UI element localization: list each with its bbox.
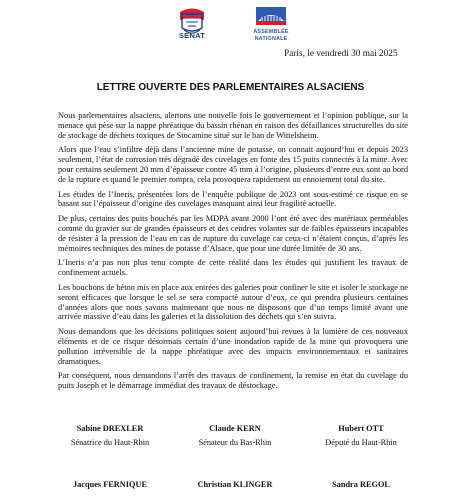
signatory <box>296 424 426 447</box>
paragraph: De plus, certains des puits bouchés par les MDPA avant 2000 l’ont été avec des matériaux perméables comme du gravier sur de grandes épaisseurs et des cendres volantes sur de faibles épaisseurs incapables de résister à la pression de l’eau en cas de rupture du cuvelage car ceux-ci n’étaient conçus, d’après les mémoires techniques des mines de potasse d’Alsace, que pour une durée limitée de 30 ans. <box>58 214 408 253</box>
assemblee-nationale-logo-text <box>247 29 295 42</box>
signatory-role: Sénatrice du Haut-Rhin <box>70 438 150 447</box>
an-line-1: ASSEMBLÉE <box>253 29 289 35</box>
letter-title: LETTRE OUVERTE DES PARLEMENTAIRES ALSACIENS <box>96 82 365 93</box>
signatory <box>45 480 175 489</box>
signatory-name: Sabine DREXLER <box>76 424 144 433</box>
paragraph: Les bouchons de béton mis en place aux entrées des galeries pour confiner le site et isoler le stockage ne seront efficaces que lorsque le sel se sera compacté autour d’eux, ce qui prendra plusieurs centaines d’années alors que nous savons maintenant que nous ne disposons que d’un temps limité avant une arrivée massive d’eau dans les galeries et la dissolution des déchets qui s’en suivra. <box>58 282 408 322</box>
signatory <box>296 480 426 489</box>
senat-logo-text: SÉNAT <box>178 31 206 40</box>
signatory-name: Hubert OTT <box>338 424 384 433</box>
signatory-role: Sénateur du Bas-Rhin <box>198 438 272 447</box>
signatory <box>170 424 300 447</box>
signatory-name: Sandra REGOL <box>332 480 390 489</box>
paragraph: Nous parlementaires alsaciens, alertons une nouvelle fois le gouvernement et l’opinion publique, sur la menace qui pèse sur la nappe phréatique du bassin rhénan en raison des défaillances structurelles du site de stockage de déchets toxiques de Stocamine situé sur le ban de Wittelsheim. <box>58 111 408 140</box>
signatory <box>45 424 175 447</box>
hemicycle-icon <box>254 6 288 28</box>
paragraph: Nous demandons que les décisions politiques soient aujourd’hui revues à la lumière de ces nouveaux éléments et de ce risque désormais certain d’une inondation rapide de la mine qui provoquera une pollution irréversible de la nappe phréatique avec des impacts environnementaux et sanitaires dramatiques. <box>58 327 408 366</box>
paragraph: L’Ineris n’a pas non plus tenu compte de cette réalité dans les études qui justifient les travaux de confinement actuels. <box>58 258 408 278</box>
letter-date: Paris, le vendredi 30 mai 2025 <box>284 49 398 59</box>
signatory-role: Député du Haut-Rhin <box>325 438 397 447</box>
paragraph: Alors que l’eau s’infiltre déjà dans l’ancienne mine de potasse, on connait aujourd’hui et depuis 2023 seulement, l’état de corrosion très dégradé des cuvelages en fonte des 15 puits connectés à la mine. Avec pour certains seulement 20 mm d’épaisseur contre 45 mm à l’origine, plusieurs d’entre eux sont au bord de la rupture et quand le premier rompra, cela provoquera rapidement un ennoiement total du site. <box>58 145 408 184</box>
signatory-name: Christian KLINGER <box>197 480 273 489</box>
signatory <box>170 480 300 489</box>
signatory-name: Claude KERN <box>209 424 261 433</box>
paragraph: Par conséquent, nous demandons l’arrêt des travaux de confinement, la remise en état du cuvelage du puits Joseph et le démarrage immédiat des travaux de déstockage. <box>58 371 408 391</box>
an-line-2: NATIONALE <box>254 35 288 42</box>
paragraph: Les études de l’Ineris, présentées lors de l’enquête publique de 2023 ont sous-estimé ce risque en se basant sur l’épaisseur d’origine des cuvelages masquant ainsi leur fragilité actuelle. <box>58 189 408 209</box>
letter-body <box>58 111 408 396</box>
signatory-name: Jacques FERNIQUE <box>73 480 147 489</box>
